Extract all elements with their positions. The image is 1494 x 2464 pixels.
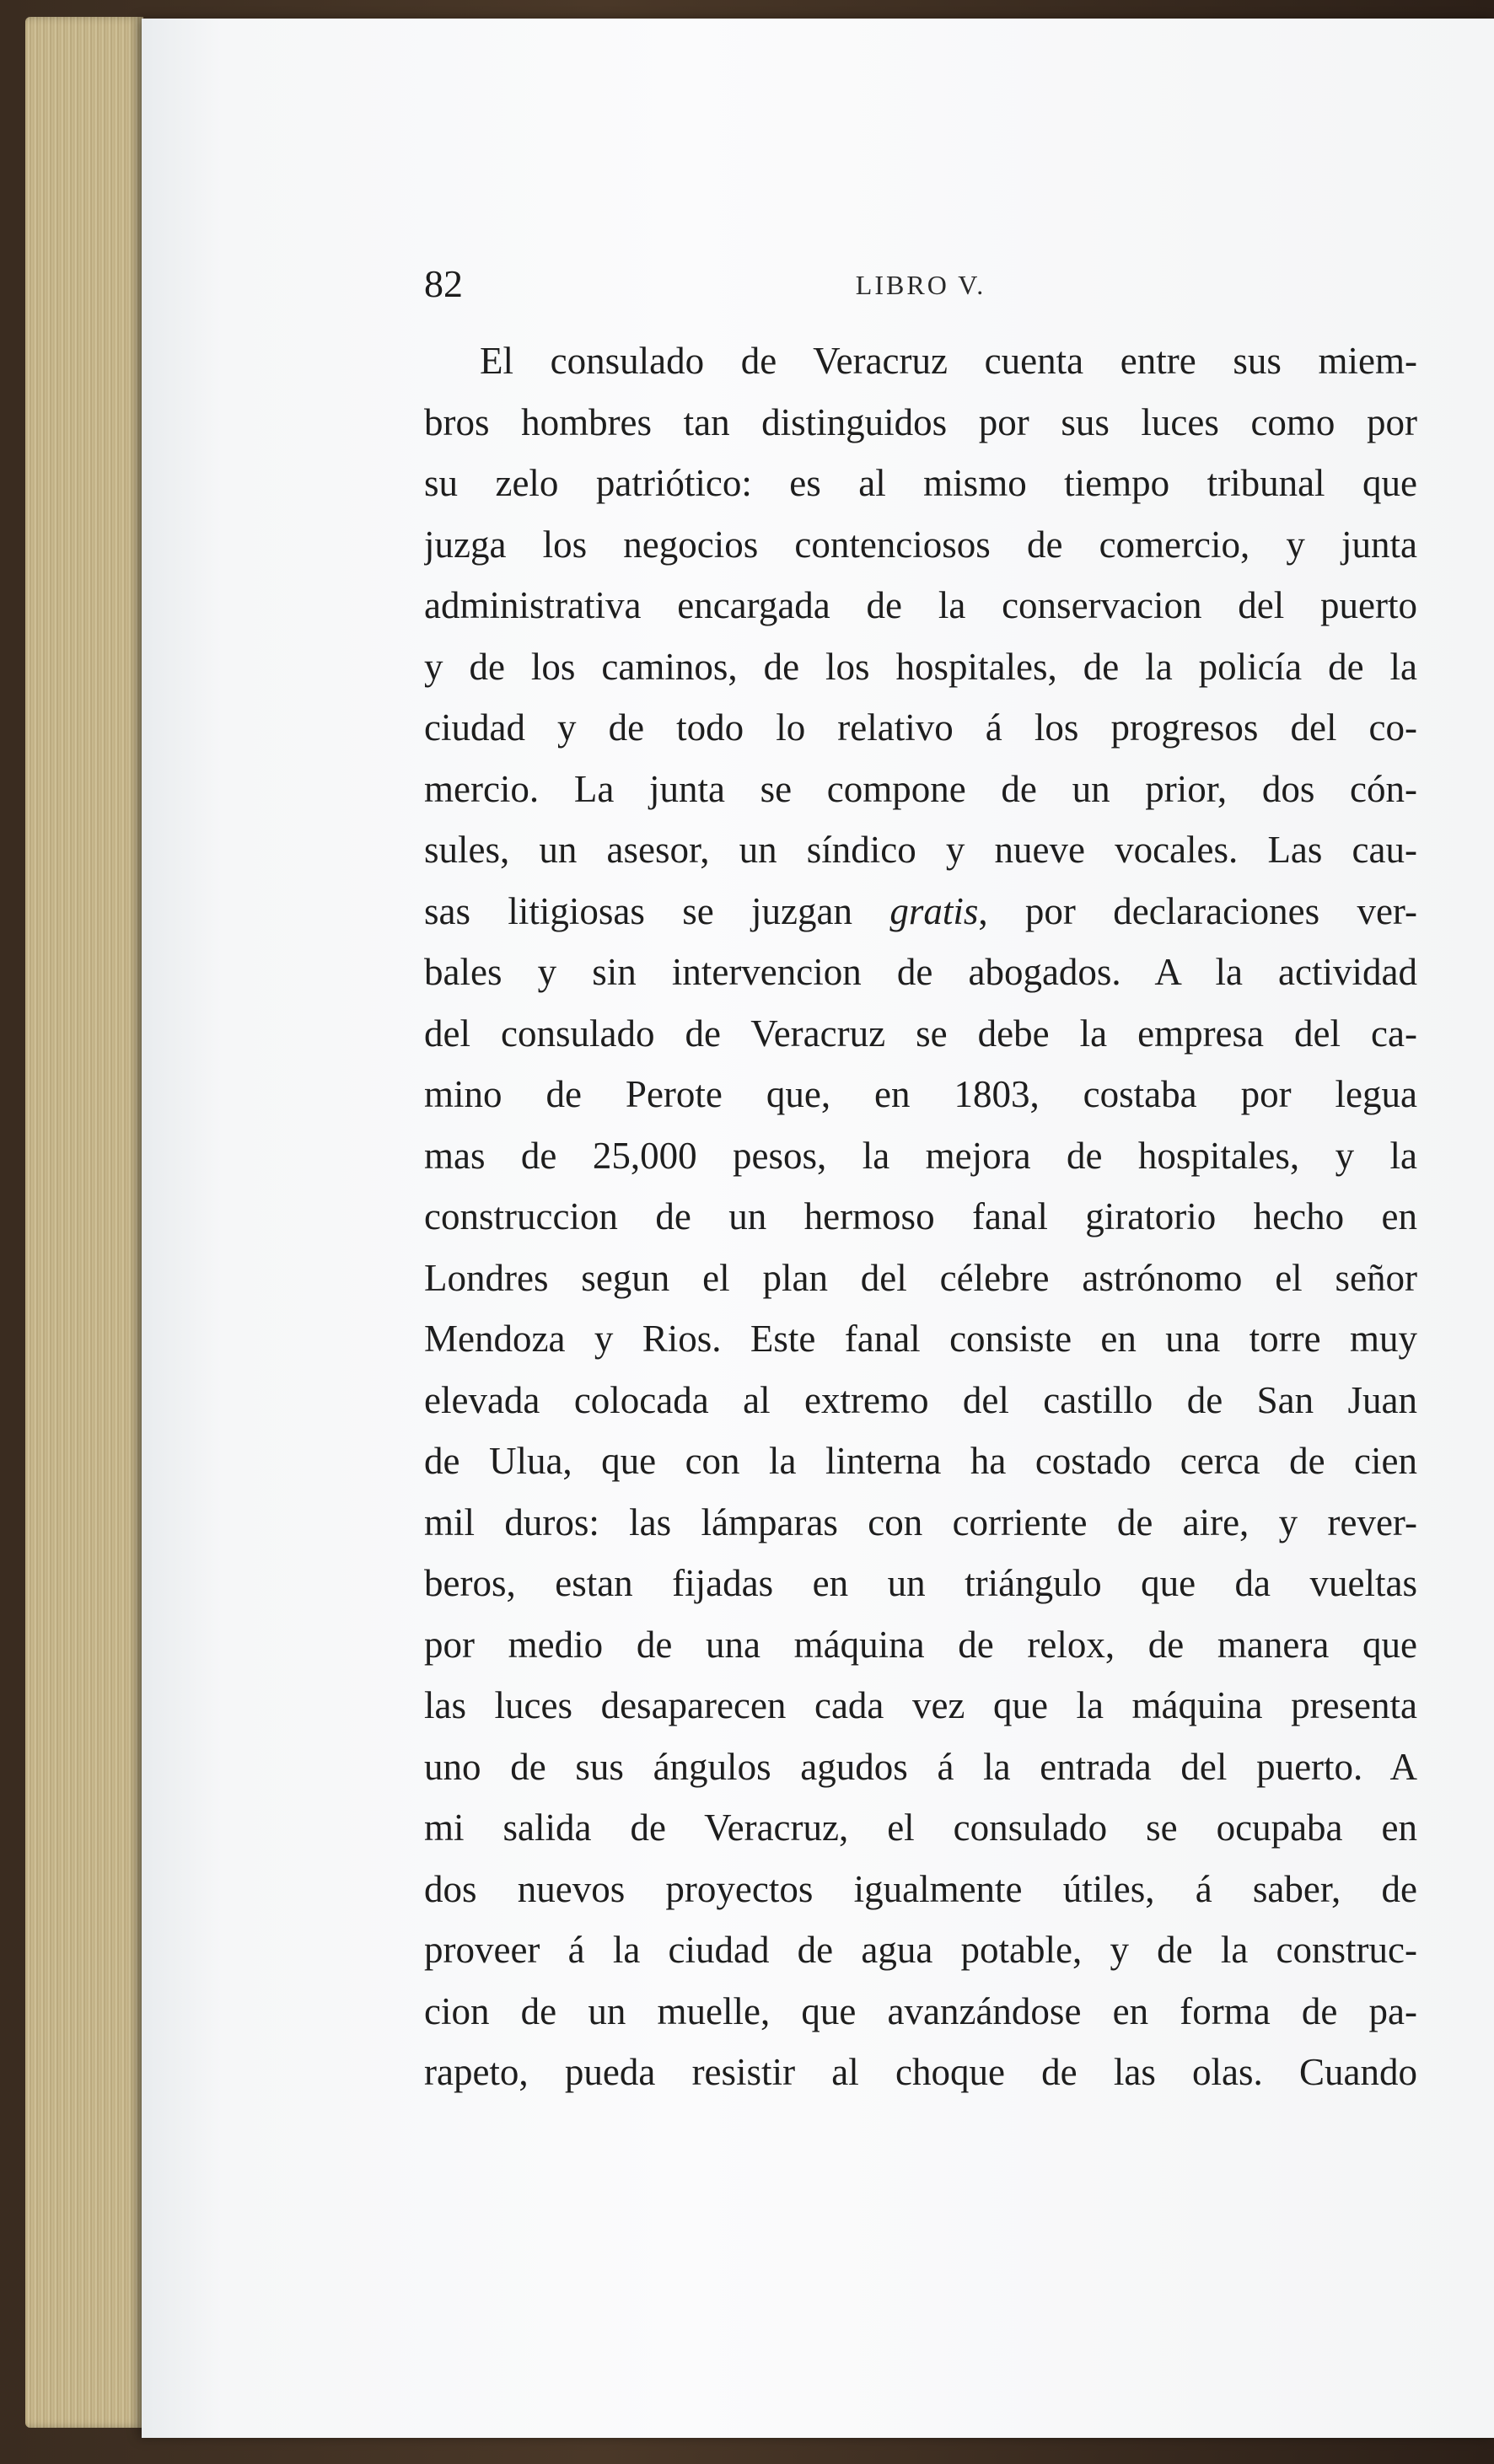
text-line: proveer á la ciudad de agua potable, y de la construc-: [424, 1929, 1417, 1971]
text-line-with-italic: [424, 881, 1417, 942]
body-text: [424, 330, 1417, 2103]
text-segment: , por declaraciones ver-: [978, 889, 1417, 932]
text-line: elevada colocada al extremo del castillo de San Juan: [424, 1378, 1417, 1421]
text-line: y de los caminos, de los hospitales, de la policía de la: [424, 645, 1417, 688]
text-line: rapeto, pueda resistir al choque de las olas. Cuando: [424, 2051, 1417, 2093]
text-line: del consulado de Veracruz se debe la empresa del ca-: [424, 1012, 1417, 1055]
page-edges: [25, 17, 143, 2428]
text-line: de Ulua, que con la linterna ha costado cerca de cien: [424, 1440, 1417, 1482]
text-line: mino de Perote que, en 1803, costaba por legua: [424, 1073, 1417, 1115]
text-line: mercio. La junta se compone de un prior, dos cón-: [424, 767, 1417, 810]
text-line: su zelo patriótico: es al mismo tiempo tribunal que: [424, 462, 1417, 504]
text-line: dos nuevos proyectos igualmente útiles, á saber, de: [424, 1867, 1417, 1910]
text-line: mas de 25,000 pesos, la mejora de hospitales, y la: [424, 1134, 1417, 1177]
running-head: LIBRO V.: [855, 270, 986, 300]
italic-word: gratis: [889, 889, 979, 932]
text-line: sules, un asesor, un síndico y nueve vocales. Las cau-: [424, 829, 1417, 871]
text-line: juzga los negocios contenciosos de comercio, y junta: [424, 523, 1417, 566]
text-line: bales y sin intervencion de abogados. A la actividad: [424, 951, 1417, 993]
page-number: 82: [424, 262, 463, 305]
text-line: administrativa encargada de la conservacion del puerto: [424, 584, 1417, 626]
text-line: cion de un muelle, que avanzándose en forma de pa-: [424, 1989, 1417, 2032]
text-line: mil duros: las lámparas con corriente de aire, y rever-: [424, 1500, 1417, 1543]
text-line: ciudad y de todo lo relativo á los progresos del co-: [424, 706, 1417, 749]
page-header: [424, 261, 1417, 312]
text-line: uno de sus ángulos agudos á la entrada del puerto. A: [424, 1745, 1417, 1788]
text-line: bros hombres tan distinguidos por sus luces como por: [424, 400, 1417, 443]
text-line: mi salida de Veracruz, el consulado se ocupaba en: [424, 1806, 1417, 1849]
text-line: por medio de una máquina de relox, de manera que: [424, 1623, 1417, 1666]
text-line: Mendoza y Rios. Este fanal consiste en una torre muy: [424, 1318, 1417, 1360]
text-line: El consulado de Veracruz cuenta entre sus miem-: [480, 340, 1417, 382]
text-segment: sas litigiosas se juzgan: [424, 889, 890, 932]
text-line: construccion de un hermoso fanal giratorio hecho en: [424, 1195, 1417, 1237]
text-line: las luces desaparecen cada vez que la máquina presenta: [424, 1684, 1417, 1726]
text-line: beros, estan fijadas en un triángulo que da vueltas: [424, 1562, 1417, 1604]
text-line: Londres segun el plan del célebre astrónomo el señor: [424, 1256, 1417, 1299]
